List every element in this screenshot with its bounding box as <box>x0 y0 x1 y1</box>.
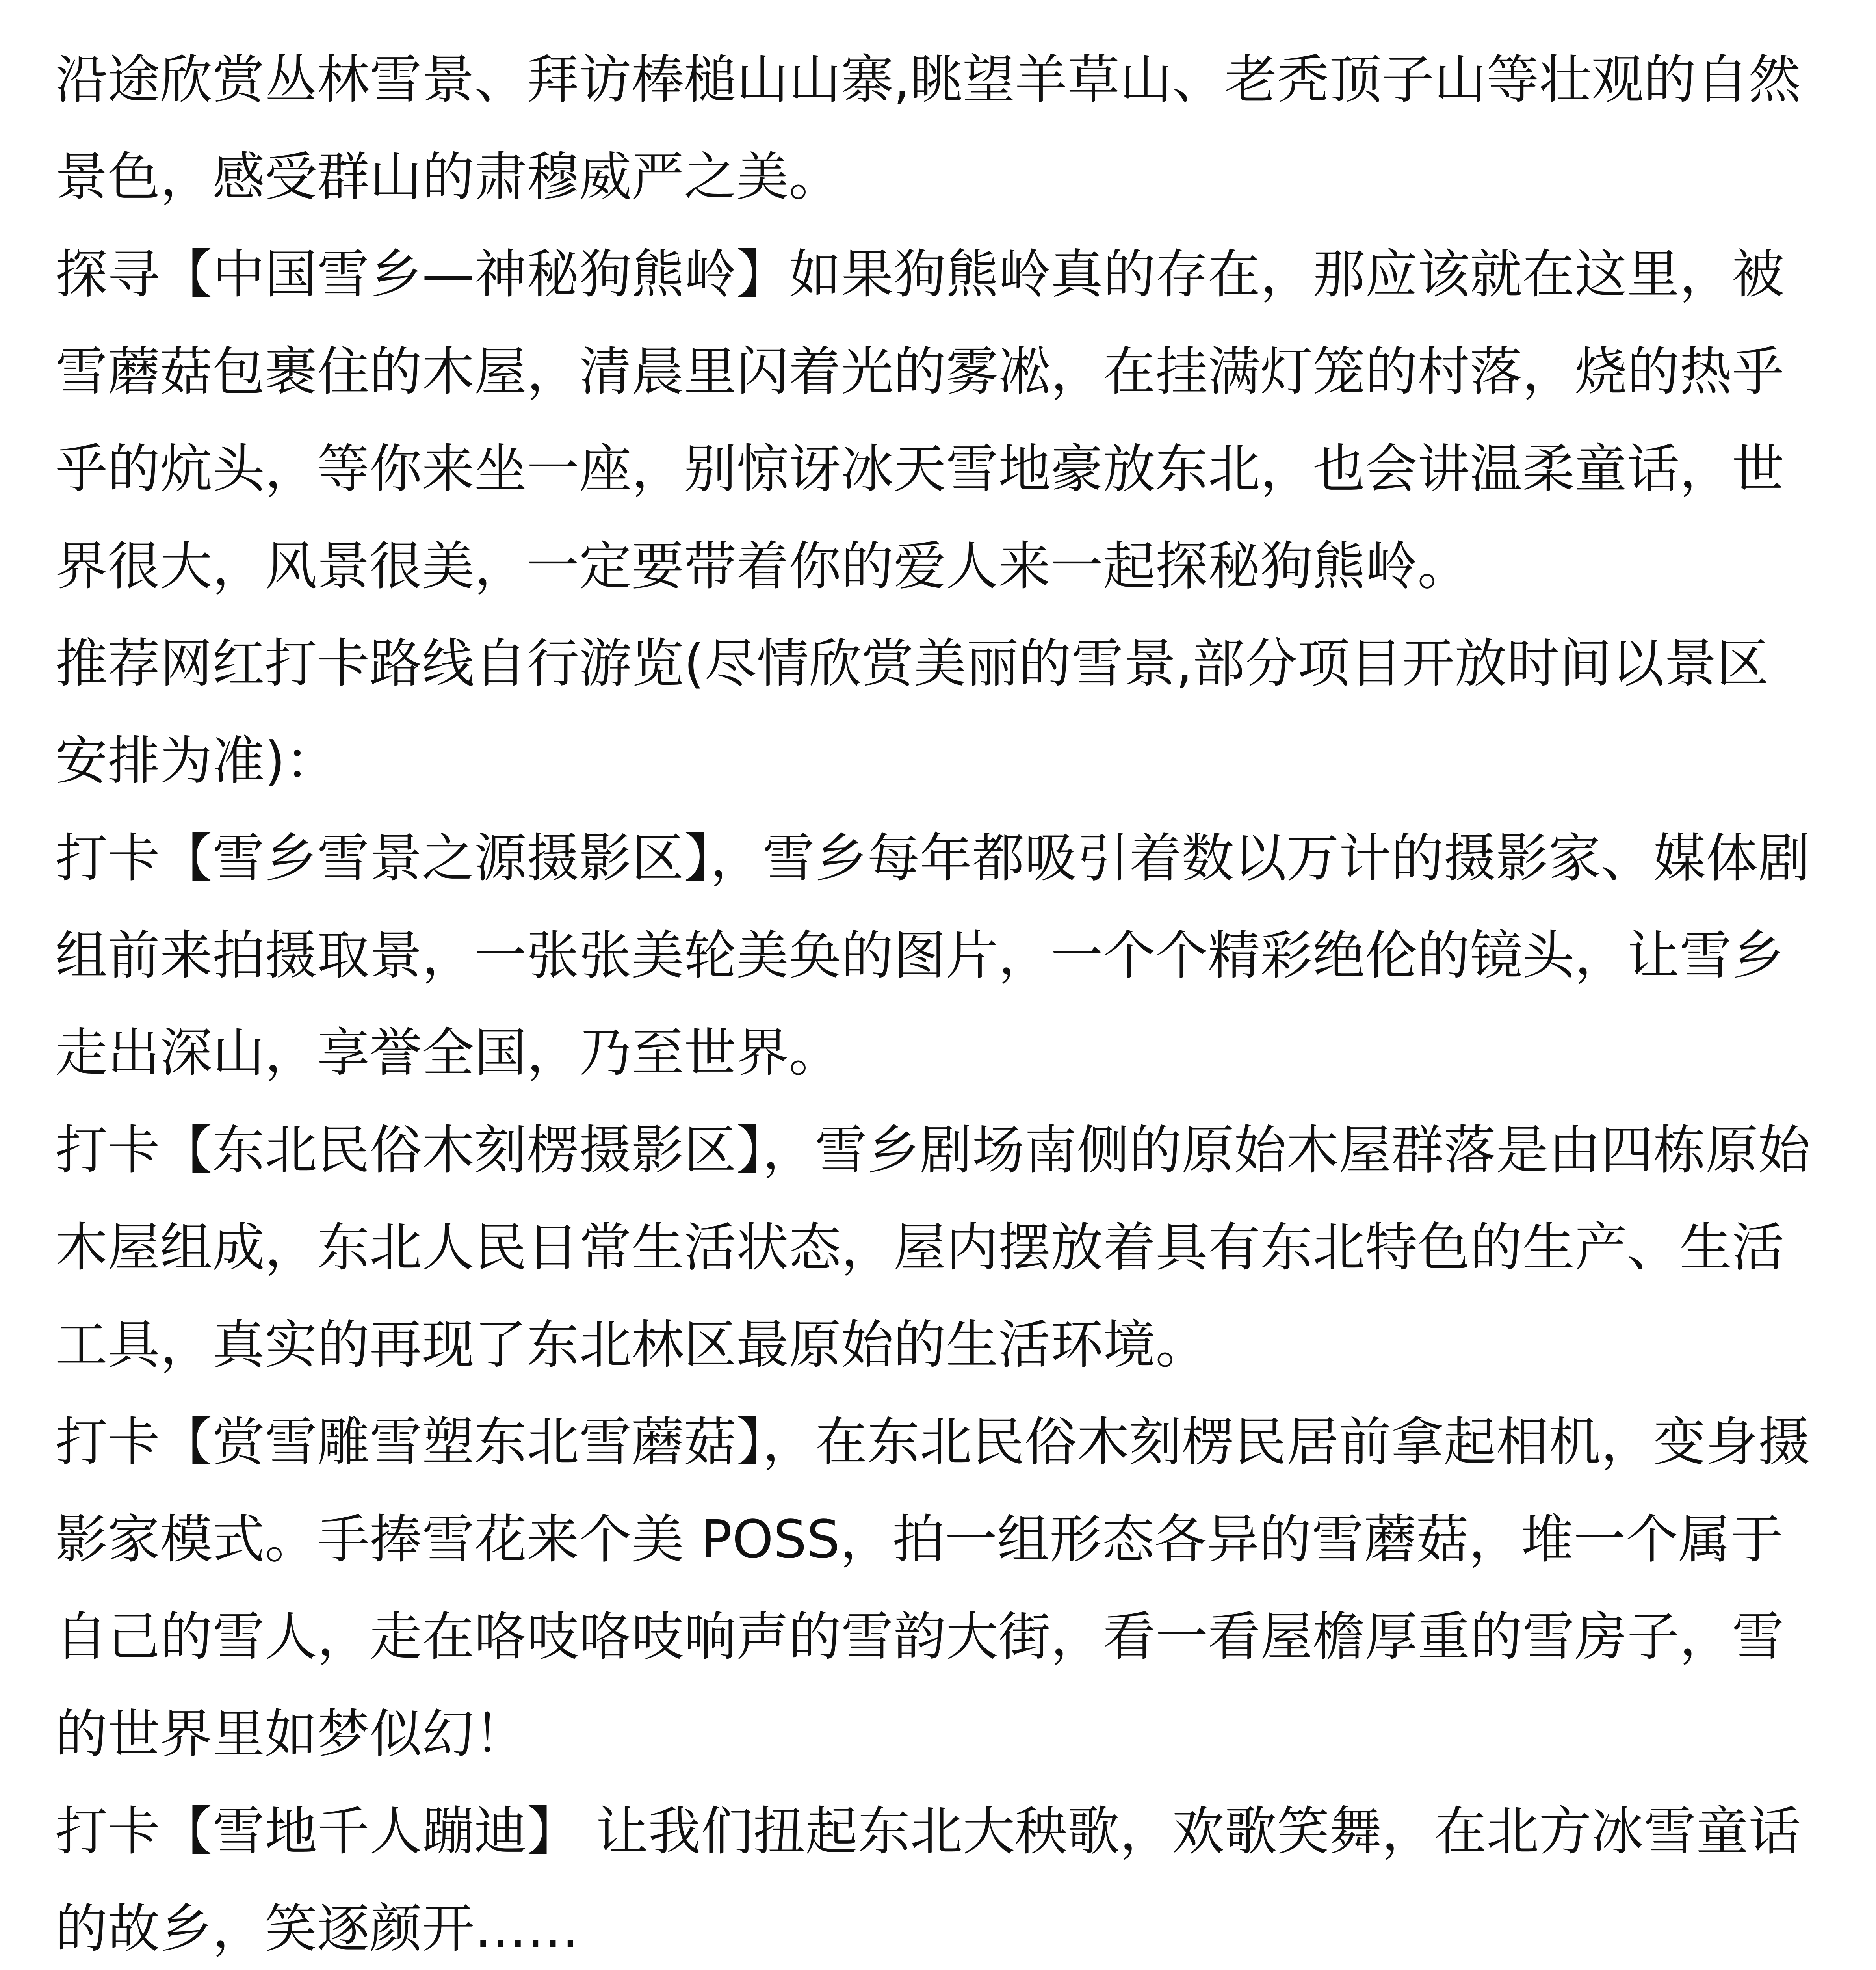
paragraph-log-cabin-area: 打卡【东北民俗木刻楞摄影区】，雪乡剧场南侧的原始木屋群落是由四栋原始木屋组成，东北人民日常生活状态，屋内摆放着具有东北特色的生产、生活工具，真实的再现了东北林区最原始的生活环境。 <box>55 1120 1811 1375</box>
paragraph-snow-disco: 打卡【雪地千人蹦迪】 让我们扭起东北大秧歌，欢歌笑舞，在北方冰雪童话的故乡，笑逐颜开…… <box>55 1801 1801 1959</box>
paragraph-photo-area: 打卡【雪乡雪景之源摄影区】，雪乡每年都吸引着数以万计的摄影家、媒体剧组前来拍摄取景，一张张美轮美奂的图片，一个个精彩绝伦的镜头，让雪乡走出深山，享誉全国，乃至世界。 <box>55 828 1811 1084</box>
document-body <box>55 32 1820 1970</box>
paragraph-snow-sculptures: 打卡【赏雪雕雪塑东北雪蘑菇】，在东北民俗木刻楞民居前拿起相机，变身摄影家模式。手捧雪花来个美 POSS，拍一组形态各异的雪蘑菇，堆一个属于自己的雪人，走在咯吱咯吱响声的雪韵大街，看一看屋檐厚重的雪房子，雪的世界里如梦似幻！ <box>55 1412 1811 1765</box>
paragraph-recommended-route: 推荐网红打卡路线自行游览(尽情欣赏美丽的雪景,部分项目开放时间以景区安排为准)： <box>55 634 1769 792</box>
paragraph-bear-ridge: 探寻【中国雪乡—神秘狗熊岭】如果狗熊岭真的存在，那应该就在这里，被雪蘑菇包裹住的木屋，清晨里闪着光的雾凇，在挂满灯笼的村落，烧的热乎乎的炕头，等你来坐一座，别惊讶冰天雪地豪放东北，也会讲温柔童话，世界很大，风景很美，一定要带着你的爱人来一起探秘狗熊岭。 <box>55 244 1784 597</box>
paragraph-scenery: 沿途欣赏丛林雪景、拜访棒槌山山寨,眺望羊草山、老秃顶子山等壮观的自然景色，感受群山的肃穆威严之美。 <box>55 50 1801 208</box>
